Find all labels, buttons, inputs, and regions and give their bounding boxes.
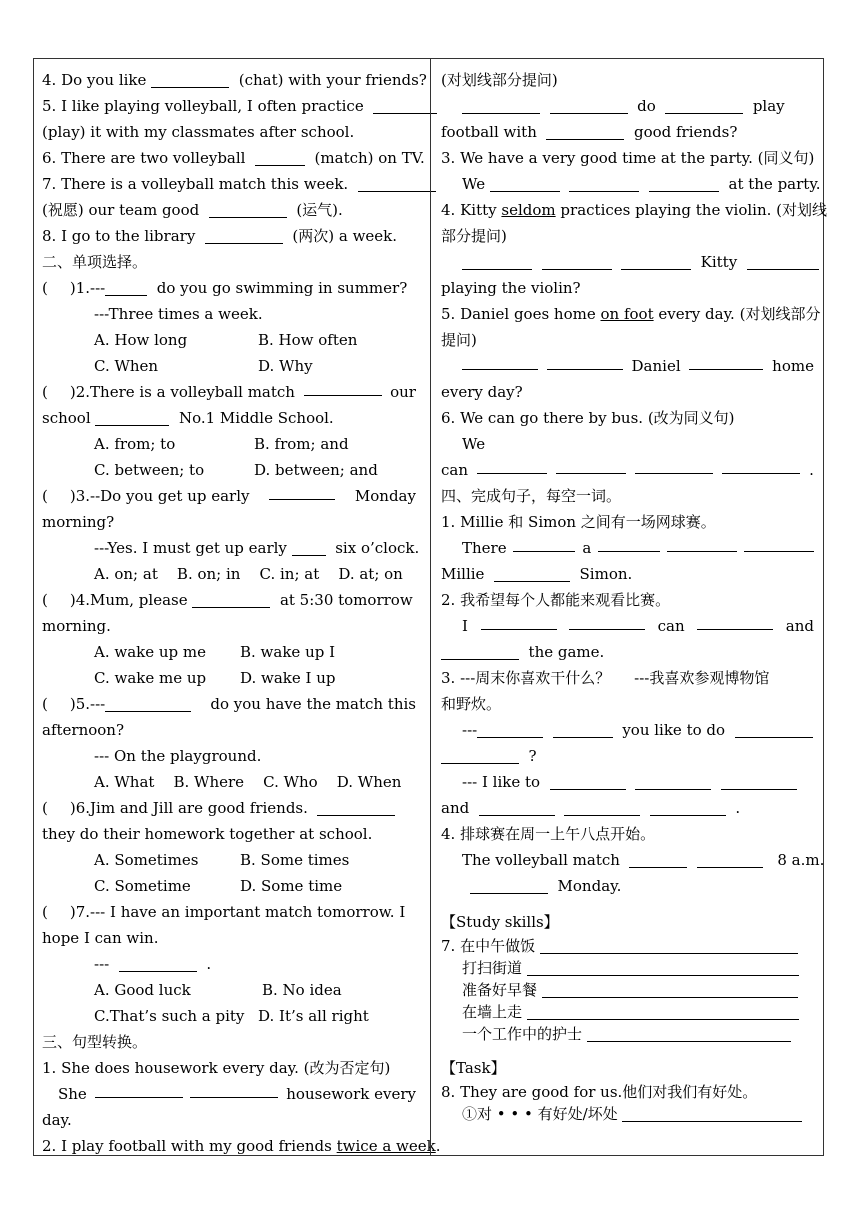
q-line: 3. We have a very good time at the party. (同义句) [441,149,815,167]
q-line [42,93,416,119]
text: Kitty [700,253,738,271]
q-line [446,93,814,119]
text: ( [42,591,48,609]
q-line: 和野炊。 [441,695,502,713]
q-line [446,1001,814,1023]
text: 4. Kitty [441,201,497,219]
answer-blank[interactable] [477,457,547,474]
answer-blank[interactable] [650,799,726,816]
answer-blank[interactable] [569,613,645,630]
q-line [441,935,814,957]
text: and [785,617,814,635]
q-line [446,979,814,1001]
text: (chat) with your friends? [238,71,427,89]
q-line [446,353,814,379]
text: do you go swimming in summer? [156,279,408,297]
text: . [206,955,212,973]
answer-blank[interactable] [513,535,575,552]
answer-blank[interactable] [481,613,557,630]
section-heading: 【Study skills】 [441,913,559,931]
answer-blank[interactable] [105,695,191,712]
option[interactable]: D. It’s all right [258,1007,369,1025]
q-line [446,957,814,979]
text: She [58,1085,87,1103]
text: ( [42,903,48,921]
text: (match) on TV. [314,149,425,167]
text: I [462,617,468,635]
section-heading: 三、句型转换。 [42,1033,148,1051]
answer-blank[interactable] [527,1003,799,1020]
answer-blank[interactable] [494,565,570,582]
answer-blank[interactable] [358,175,436,192]
text: --- [462,721,478,739]
answer-blank[interactable] [649,175,719,192]
q-line [446,249,814,275]
q-line [441,457,814,483]
answer-blank[interactable] [622,1105,802,1122]
option[interactable]: C. Sometime [94,877,191,895]
text: a [582,539,592,557]
text: 一个工作中的护士 [462,1025,583,1043]
q-line: ---Three times a week. [94,305,263,323]
option[interactable]: B. from; and [254,435,349,453]
option-row [42,457,416,483]
text: ( [42,799,48,817]
q-line: every day? [441,383,523,401]
answer-blank[interactable] [550,97,628,114]
answer-blank[interactable] [304,379,382,396]
q-line: (play) it with my classmates after school. [42,123,355,141]
option-row[interactable]: A. What B. Where C. Who D. When [94,773,402,791]
answer-blank[interactable] [553,721,613,738]
answer-blank[interactable] [697,613,773,630]
answer-blank[interactable] [587,1025,791,1042]
text: 准备好早餐 [462,981,538,999]
text: ( [42,279,48,297]
text: The volleyball match [462,851,620,869]
answer-blank[interactable] [542,981,798,998]
q-line: morning? [42,513,115,531]
option[interactable]: B. wake up I [240,643,336,661]
option-row [42,327,416,353]
answer-blank[interactable] [665,97,743,114]
text: (两次) a week. [292,227,398,245]
text: you like to do [622,721,726,739]
answer-blank[interactable] [547,353,623,370]
left-column [34,59,441,1155]
text: (祝愿) our team good [42,201,200,219]
q-line [446,535,814,561]
text: ( [42,487,48,505]
q-line: 部分提问) [441,227,507,245]
option-row [42,353,416,379]
q-line: 1. She does housework every day. (改为否定句) [42,1059,391,1077]
text: 2. I play football with my good friends [42,1137,332,1155]
text: 4. Do you like [42,71,147,89]
answer-blank[interactable] [373,97,437,114]
text: ---Yes. I must get up early [94,539,287,557]
text: at the party. [728,175,821,193]
answer-blank[interactable] [556,457,626,474]
q-line [42,587,416,613]
text: ①对 • • • 有好处/坏处 [462,1105,618,1123]
text: . [735,799,741,817]
q-line [42,691,416,717]
q-line [42,1133,441,1159]
text: 5. I like playing volleyball, I often practice [42,97,364,115]
answer-blank[interactable] [95,1081,183,1098]
answer-blank[interactable] [550,773,626,790]
text: )6.Jim and Jill are good friends. [69,799,308,817]
text: )3.--Do you get up early [69,487,250,505]
q-line: (对划线部分提问) [441,71,558,89]
option[interactable]: B. How often [258,331,358,349]
answer-blank[interactable] [205,227,283,244]
answer-blank[interactable] [190,1081,278,1098]
text: football with [441,123,537,141]
answer-blank[interactable] [621,253,691,270]
q-line [42,379,416,405]
option[interactable]: D. wake I up [240,669,336,687]
answer-blank[interactable] [722,457,800,474]
q-line: hope I can win. [42,929,159,947]
text: Daniel [631,357,681,375]
q-line: 3. ---周末你喜欢干什么？ ---我喜欢参观博物馆 [441,669,770,687]
q-line [42,405,416,431]
q-line [42,795,416,821]
option[interactable]: B. Some times [240,851,350,869]
q-line [446,1023,814,1045]
text: at 5:30 tomorrow [279,591,413,609]
text: do you have the match this [210,695,416,713]
option-row [42,847,416,873]
text: practices playing the violin. (对划线 [560,201,828,219]
answer-blank[interactable] [598,535,660,552]
answer-blank[interactable] [441,643,519,660]
q-line: they do their homework together at school. [42,825,373,843]
q-line [446,1103,814,1125]
text: play [752,97,785,115]
answer-blank[interactable] [540,937,798,954]
answer-blank[interactable] [629,851,687,868]
q-line [446,873,814,899]
q-line [446,171,821,197]
worksheet-table [33,58,828,1156]
answer-blank[interactable] [689,353,763,370]
answer-blank[interactable] [747,253,819,270]
answer-blank[interactable] [317,799,395,816]
text: our [390,383,416,401]
option-row[interactable]: A. on; at B. on; in C. in; at D. at; on [94,565,403,583]
option[interactable]: D. between; and [254,461,378,479]
q-line [441,301,821,327]
text: . [435,1137,441,1155]
text: )2.There is a volleyball match [69,383,295,401]
option[interactable]: B. No idea [262,981,342,999]
answer-blank[interactable] [542,253,612,270]
text: 5. Daniel goes home [441,305,596,323]
text: No.1 Middle School. [178,409,334,427]
option[interactable]: D. Some time [240,877,343,895]
q-line: We [462,435,486,453]
option[interactable]: C.That’s such a pity [94,1007,245,1025]
text: 打扫街道 [462,959,523,977]
text: ( [42,383,48,401]
q-line: 1. Millie 和 Simon 之间有一场网球赛。 [441,513,716,531]
option[interactable]: A. wake up me [94,643,207,661]
answer-blank[interactable] [546,123,624,140]
text: Millie [441,565,485,583]
underlined-text: seldom [501,201,556,219]
q-line: day. [42,1111,72,1129]
text: housework every [286,1085,416,1103]
option[interactable]: A. from; to [94,435,176,453]
q-line [446,847,825,873]
section-heading: 四、完成句子，每空一词。 [441,487,622,505]
text: ? [528,747,537,765]
q-line [42,483,416,509]
q-line: morning. [42,617,111,635]
answer-blank[interactable] [192,591,270,608]
text: 8. I go to the library [42,227,196,245]
q-line [42,1081,416,1107]
answer-blank[interactable] [477,721,543,738]
answer-blank[interactable] [721,773,797,790]
option-row [42,665,416,691]
q-line: 4. 排球赛在周一上午八点开始。 [441,825,656,843]
option[interactable]: A. Good luck [94,981,191,999]
q-line: 提问) [441,331,477,349]
q-line: afternoon? [42,721,124,739]
answer-blank[interactable] [479,799,555,816]
q-line [441,743,814,769]
answer-blank[interactable] [105,279,147,296]
q-line [441,639,814,665]
text: (运气). [296,201,343,219]
text: Monday. [557,877,622,895]
text: Monday [354,487,416,505]
answer-blank[interactable] [95,409,169,426]
answer-blank[interactable] [697,851,763,868]
answer-blank[interactable] [441,747,519,764]
q-line [42,223,416,249]
text: can [441,461,469,479]
text: 8 a.m. [777,851,825,869]
text: 在墙上走 [462,1003,523,1021]
q-line [441,197,828,223]
text: and [441,799,470,817]
text: six o’clock. [335,539,420,557]
q-line: playing the violin? [441,279,581,297]
q-line [446,717,814,743]
q-line [42,145,425,171]
option[interactable]: A. How long [94,331,188,349]
text: )7.--- I have an important match tomorrow. I [69,903,406,921]
underlined-text: on foot [600,305,654,323]
text: home [772,357,814,375]
q-line [446,769,814,795]
text: We [462,175,486,193]
option[interactable]: C. between; to [94,461,205,479]
section-heading: 【Task】 [441,1059,506,1077]
q-line [42,951,416,977]
answer-blank[interactable] [119,955,197,972]
q-line: --- On the playground. [94,747,262,765]
text: . [809,461,814,479]
q-line [441,561,814,587]
q-line: 8. They are good for us.他们对我们有好处。 [441,1083,758,1101]
answer-blank[interactable] [735,721,813,738]
text: )1.--- [69,279,106,297]
text: --- [94,955,110,973]
text: 6. There are two volleyball [42,149,246,167]
option-row [42,977,416,1003]
answer-blank[interactable] [269,483,335,500]
text: ( [42,695,48,713]
answer-blank[interactable] [209,201,287,218]
answer-blank[interactable] [635,457,713,474]
option[interactable]: A. Sometimes [94,851,199,869]
answer-blank[interactable] [667,535,737,552]
q-line: 2. 我希望每个人都能来观看比赛。 [441,591,671,609]
answer-blank[interactable] [151,71,229,88]
answer-blank[interactable] [564,799,640,816]
q-line [42,67,427,93]
text: do [637,97,656,115]
underlined-text: twice a week [336,1137,436,1155]
text: )4.Mum, please [69,591,188,609]
answer-blank[interactable] [470,877,548,894]
answer-blank[interactable] [635,773,711,790]
q-line [42,197,416,223]
answer-blank[interactable] [462,97,540,114]
section-heading: 二、单项选择。 [42,253,148,271]
answer-blank[interactable] [255,149,305,166]
q-line [42,275,416,301]
option-row [42,873,416,899]
text: school [42,409,91,427]
answer-blank[interactable] [462,353,538,370]
option-row [42,639,416,665]
q-line [42,535,420,561]
q-line [42,899,416,925]
option-row [42,431,416,457]
text: 7. There is a volleyball match this week. [42,175,349,193]
option[interactable]: C. When [94,357,159,375]
text: Simon. [579,565,633,583]
text: 7. 在中午做饭 [441,937,536,955]
q-line: 6. We can go there by bus. (改为同义句) [441,409,735,427]
right-column [431,59,828,1155]
q-line [441,795,814,821]
answer-blank[interactable] [744,535,814,552]
text: good friends? [633,123,738,141]
option[interactable]: C. wake me up [94,669,207,687]
answer-blank[interactable] [527,959,799,976]
option[interactable]: D. Why [258,357,313,375]
text: )5.--- [69,695,106,713]
q-line [441,119,814,145]
text: --- I like to [462,773,541,791]
answer-blank[interactable] [569,175,639,192]
q-line [446,613,814,639]
option-row [42,1003,416,1029]
q-line [42,171,416,197]
text: There [462,539,507,557]
text: can [657,617,685,635]
text: the game. [528,643,605,661]
answer-blank[interactable] [490,175,560,192]
answer-blank[interactable] [292,539,326,556]
text: every day. (对划线部分 [658,305,821,323]
answer-blank[interactable] [462,253,532,270]
